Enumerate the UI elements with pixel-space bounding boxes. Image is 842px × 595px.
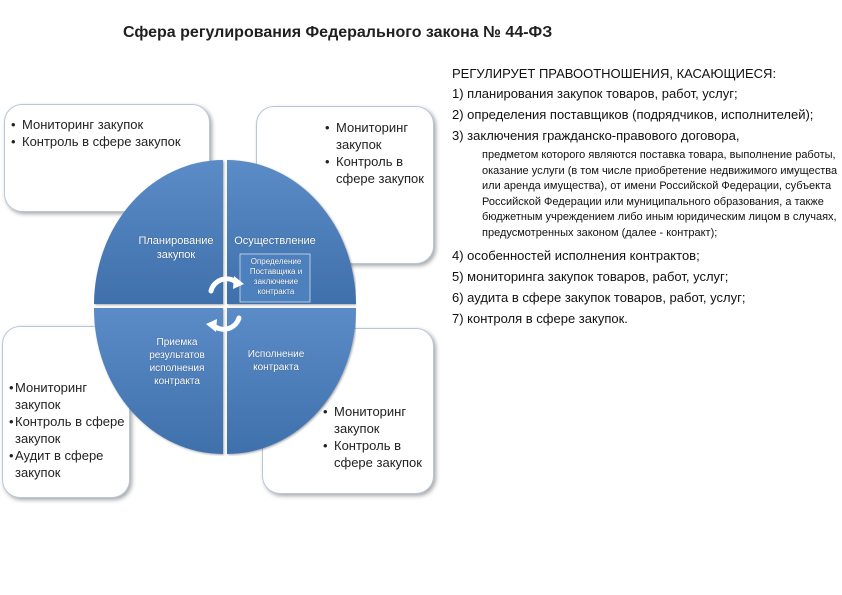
quadrant-label-acceptance: Приемка результатов исполнения контракта <box>149 337 205 387</box>
list-item: • Мониторинг закупок <box>323 403 431 437</box>
quadrant-label-execution: Осуществление <box>234 235 316 247</box>
list-item: • Мониторинг закупок <box>9 379 127 413</box>
regulation-item: 2) определения поставщиков (подрядчиков, исполнителей); <box>452 107 814 122</box>
card-list <box>11 116 201 150</box>
list-item: • Контроль в сфере закупок <box>325 153 429 187</box>
quadrant-fulfillment <box>227 308 356 454</box>
regulation-item-detail: предметом которого являются поставка товара, выполнение работы, оказание услуги (в том числе приобретение недвижимого имущества или аренда имущества), от имени Российской Федерации, субъекта Российской Федерации или муниципального образования, а также бюджетным учреждением либо иным юридическим лицом в случаях, предусмотренных законом (далее - контракт); <box>482 149 838 239</box>
list-item: • Аудит в сфере закупок <box>9 447 127 481</box>
list-item: • Контроль в сфере закупок <box>11 133 201 150</box>
regulation-item: 3) заключения гражданско-правового договора, <box>452 128 740 143</box>
cycle-diagram <box>94 158 356 456</box>
list-item: • Мониторинг закупок <box>11 116 201 133</box>
quadrant-sublabel-execution: Определение Поставщика и заключение контракта <box>249 257 303 296</box>
planning-label: Планирование закупок <box>138 235 214 261</box>
regulation-heading: РЕГУЛИРУЕТ ПРАВООТНОШЕНИЯ, КАСАЮЩИЕСЯ: <box>452 66 777 81</box>
list-item: • Контроль в сфере закупок <box>9 413 127 447</box>
list-item: • Мониторинг закупок <box>325 119 429 153</box>
quadrant-label-planning <box>134 234 218 262</box>
regulation-item: 7) контроля в сфере закупок. <box>452 311 628 326</box>
page-title: Сфера регулирования Федерального закона № 44-ФЗ <box>123 24 553 41</box>
regulation-item: 1) планирования закупок товаров, работ, услуг; <box>452 86 738 101</box>
regulation-item: 6) аудита в сфере закупок товаров, работ, услуг; <box>452 290 746 305</box>
regulation-item: 5) мониторинга закупок товаров, работ, услуг; <box>452 269 729 284</box>
regulation-list <box>452 64 840 329</box>
regulation-item: 4) особенностей исполнения контрактов; <box>452 248 700 263</box>
quadrant-label-fulfillment: Исполнение контракта <box>247 349 305 373</box>
list-item: • Контроль в сфере закупок <box>323 437 431 471</box>
quadrant-planning <box>94 160 223 304</box>
